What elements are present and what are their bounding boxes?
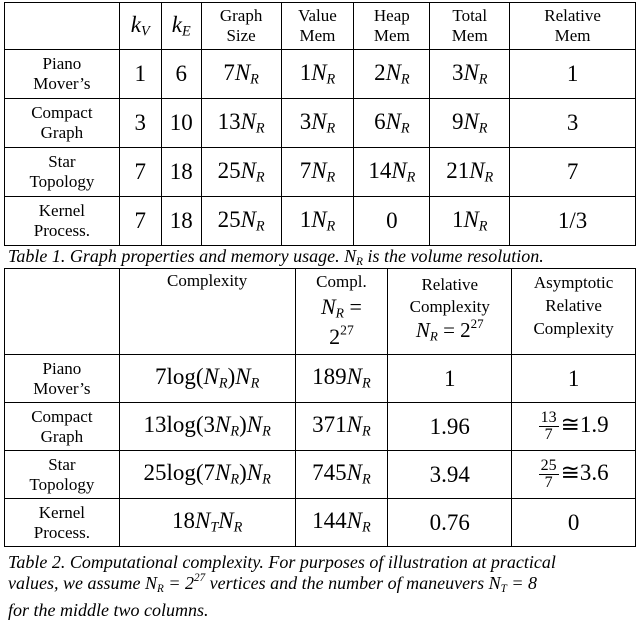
row-label: Compact Graph [5,99,120,148]
table-row [5,99,636,148]
row-label: Kernel Process. [5,197,120,246]
table-row [5,499,636,547]
cell-ke: 10 [161,99,201,148]
row-label: Star Topology [5,451,120,499]
table-row [5,403,636,451]
table-1-corner-cell [5,3,120,50]
cell-relative-mem: 3 [510,99,636,148]
cell-heap-mem: $6N_R$ [354,99,430,148]
cell-total-mem: $9N_R$ [430,99,510,148]
table-2 [4,268,636,547]
table-2-caption: Table 2. Computational complexity. For purposes of illustration at practical values, we assume $N_R = 2^{27}$ vertices and the number of maneuvers $N_T = 8$ for the middle two columns. [8,552,556,620]
header-complexity: Complexity [119,269,295,355]
cell-graph-size: $25N_R$ [201,148,281,197]
header-heap-mem: Heap Mem [354,3,430,50]
row-label: Kernel Process. [5,499,120,547]
cell-kv: 3 [119,99,161,148]
cell-value-mem: $3N_R$ [281,99,354,148]
cell-ke: 18 [161,197,201,246]
cell-relative-mem: 7 [510,148,636,197]
cell-relative: 1 [388,355,512,403]
cell-value-mem: $1N_R$ [281,197,354,246]
cell-compl: $745N_R$ [295,451,388,499]
table-row [5,197,636,246]
header-compl: Compl. $N_R$ = $2^{27}$ [295,269,388,355]
header-relative-complexity: Relative Complexity $N_R = 2^{27}$ [388,269,512,355]
cell-compl: $144N_R$ [295,499,388,547]
header-asymptotic: Asymptotic Relative Complexity [512,269,636,355]
cell-ke: 18 [161,148,201,197]
header-graph-size: Graph Size [201,3,281,50]
table-1-caption: Table 1. Graph properties and memory usage. $N_R$ is the volume resolution. [8,246,544,268]
header-total-mem: Total Mem [430,3,510,50]
cell-complexity: $7\log(N_R)N_R$ [119,355,295,403]
header-ke: $k_E$ [161,3,201,50]
cell-complexity: $18N_TN_R$ [119,499,295,547]
cell-asymptotic: $\frac{13}{7}$ ≅1.9 [512,403,636,451]
cell-kv: 7 [119,148,161,197]
cell-relative: 0.76 [388,499,512,547]
cell-asymptotic: $\frac{25}{7}$ ≅3.6 [512,451,636,499]
header-value-mem: Value Mem [281,3,354,50]
cell-complexity: $13\log(3N_R)N_R$ [119,403,295,451]
cell-heap-mem: 0 [354,197,430,246]
cell-heap-mem: $2N_R$ [354,50,430,99]
cell-graph-size: $25N_R$ [201,197,281,246]
header-relative-mem: Relative Mem [510,3,636,50]
row-label: Compact Graph [5,403,120,451]
cell-total-mem: $3N_R$ [430,50,510,99]
header-kv: $k_V$ [119,3,161,50]
cell-relative-mem: 1/3 [510,197,636,246]
cell-ke: 6 [161,50,201,99]
table-1-header-row [5,3,636,50]
table-row [5,451,636,499]
row-label: Piano Mover’s [5,355,120,403]
cell-graph-size: $7N_R$ [201,50,281,99]
table-2-corner-cell [5,269,120,355]
cell-relative: 1.96 [388,403,512,451]
cell-complexity: $25\log(7N_R)N_R$ [119,451,295,499]
cell-kv: 1 [119,50,161,99]
cell-total-mem: $21N_R$ [430,148,510,197]
table-row [5,355,636,403]
cell-total-mem: $1N_R$ [430,197,510,246]
row-label: Star Topology [5,148,120,197]
cell-compl: $371N_R$ [295,403,388,451]
table-1 [4,2,636,246]
row-label: Piano Mover’s [5,50,120,99]
cell-asymptotic: 0 [512,499,636,547]
table-row [5,148,636,197]
cell-heap-mem: $14N_R$ [354,148,430,197]
cell-value-mem: $1N_R$ [281,50,354,99]
cell-relative: 3.94 [388,451,512,499]
cell-value-mem: $7N_R$ [281,148,354,197]
cell-graph-size: $13N_R$ [201,99,281,148]
cell-asymptotic: 1 [512,355,636,403]
cell-kv: 7 [119,197,161,246]
table-row [5,50,636,99]
cell-compl: $189N_R$ [295,355,388,403]
cell-relative-mem: 1 [510,50,636,99]
table-2-header-row [5,269,636,355]
